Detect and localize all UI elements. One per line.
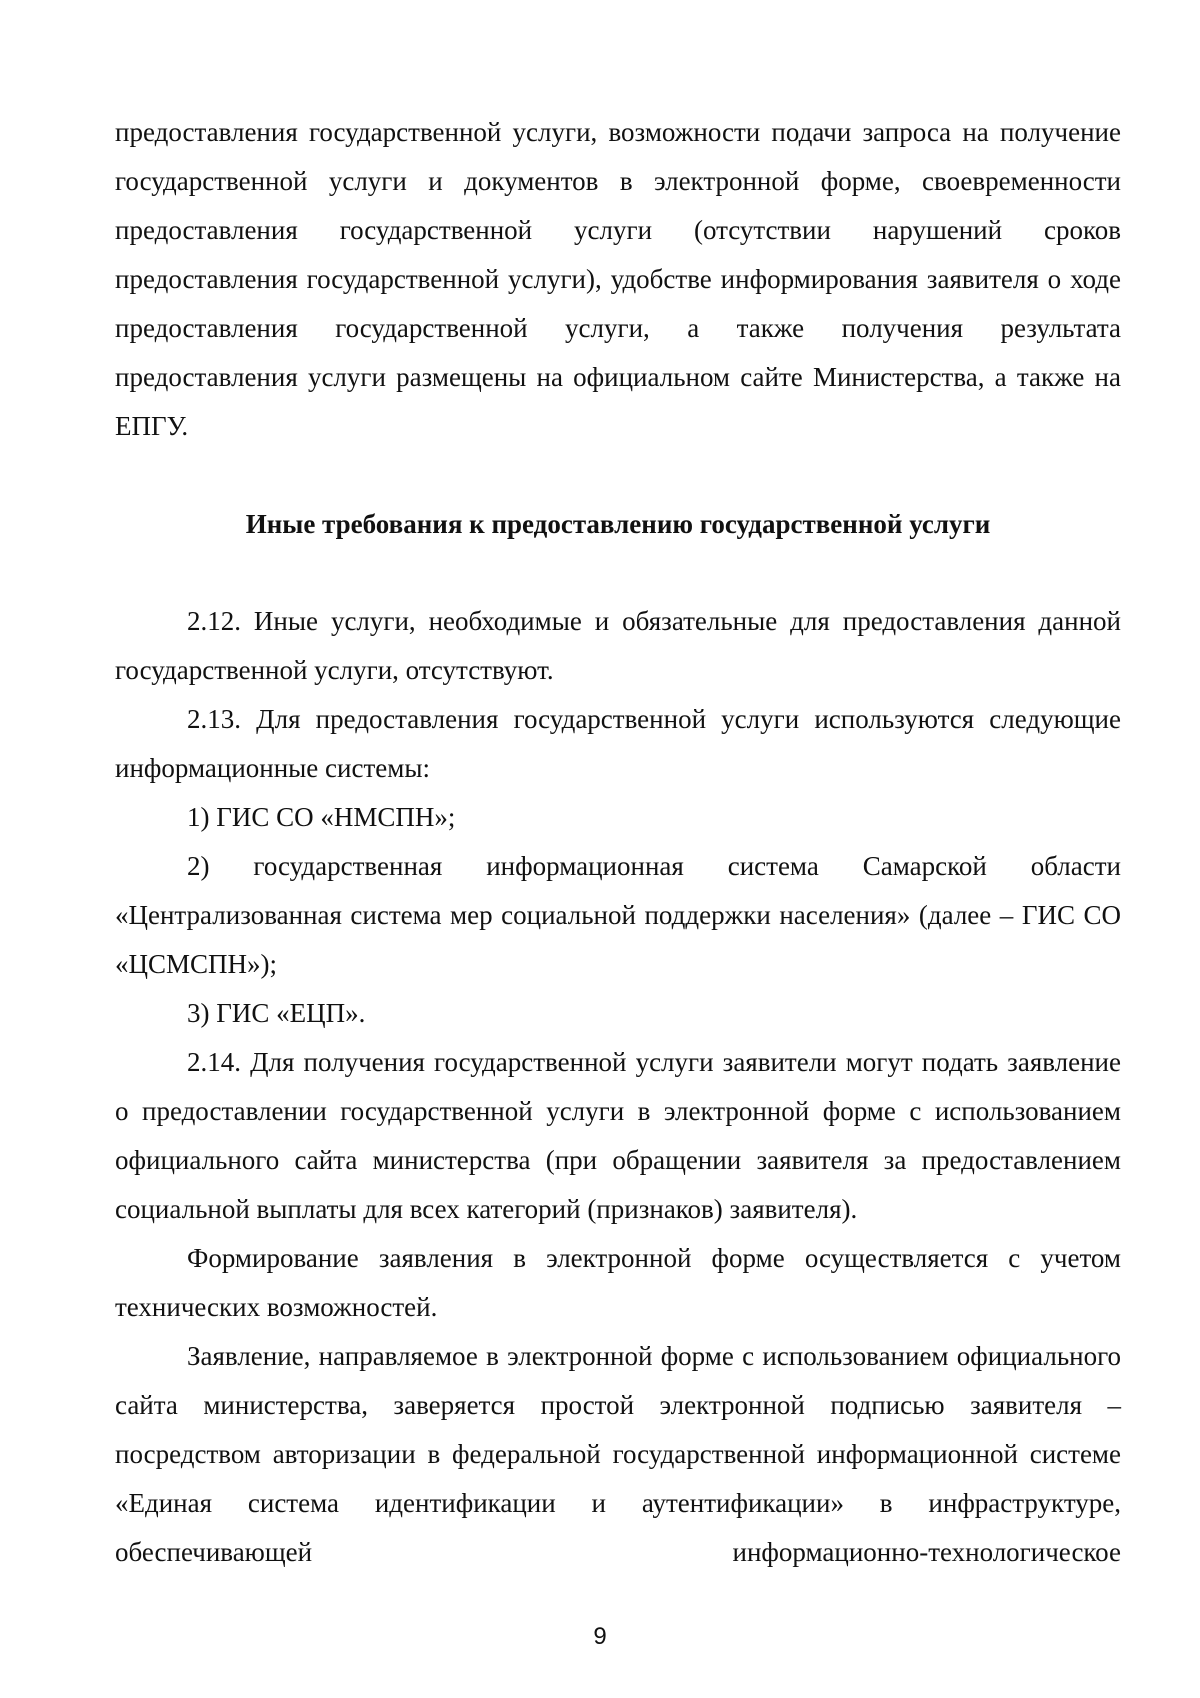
paragraph-2-12: 2.12. Иные услуги, необходимые и обязательные для предоставления данной государственной услуги, отсутствуют. — [115, 606, 1121, 685]
paragraph-2-13: 2.13. Для предоставления государственной услуги используются следующие информационные системы: — [115, 704, 1121, 783]
paragraph-continuation: предоставления государственной услуги, возможности подачи запроса на получение государственной услуги и документов в электронной форме, своевременности предоставления государственной услуги (отсутствии нарушений сроков предоставления государственной услуги), удобстве информирования заявителя о ходе предоставления государственной услуги, а также получения результата предоставления услуги размещены на официальном сайте Министерства, а также на ЕПГУ. — [115, 117, 1121, 441]
page-number: 9 — [593, 1623, 607, 1650]
section-heading: Иные требования к предоставлению государственной услуги — [245, 509, 991, 539]
list-item-3: 3) ГИС «ЕЦП». — [187, 998, 366, 1028]
list-item-1: 1) ГИС СО «НМСПН»; — [187, 802, 456, 832]
text-block-main — [115, 597, 1121, 1577]
paragraph-2-14: 2.14. Для получения государственной услуги заявители могут подать заявление о предоставлении государственной услуги в электронной форме с использованием официального сайта министерства (при обращении заявителя за предоставлением социальной выплаты для всех категорий (признаков) заявителя). — [115, 1047, 1121, 1224]
paragraph-forming: Формирование заявления в электронной форме осуществляется с учетом технических возможностей. — [115, 1243, 1121, 1322]
text-block-top — [115, 108, 1121, 451]
paragraph-application: Заявление, направляемое в электронной форме с использованием официального сайта министерства, заверяется простой электронной подписью заявителя – посредством авторизации в федеральной государственной информационной системе «Единая система идентификации и аутентификации» в инфраструктуре, обеспечивающей информационно-технологическое — [115, 1341, 1121, 1567]
list-item-2: 2) государственная информационная система Самарской области «Централизованная система мер социальной поддержки населения» (далее – ГИС СО «ЦСМСПН»); — [115, 851, 1121, 979]
